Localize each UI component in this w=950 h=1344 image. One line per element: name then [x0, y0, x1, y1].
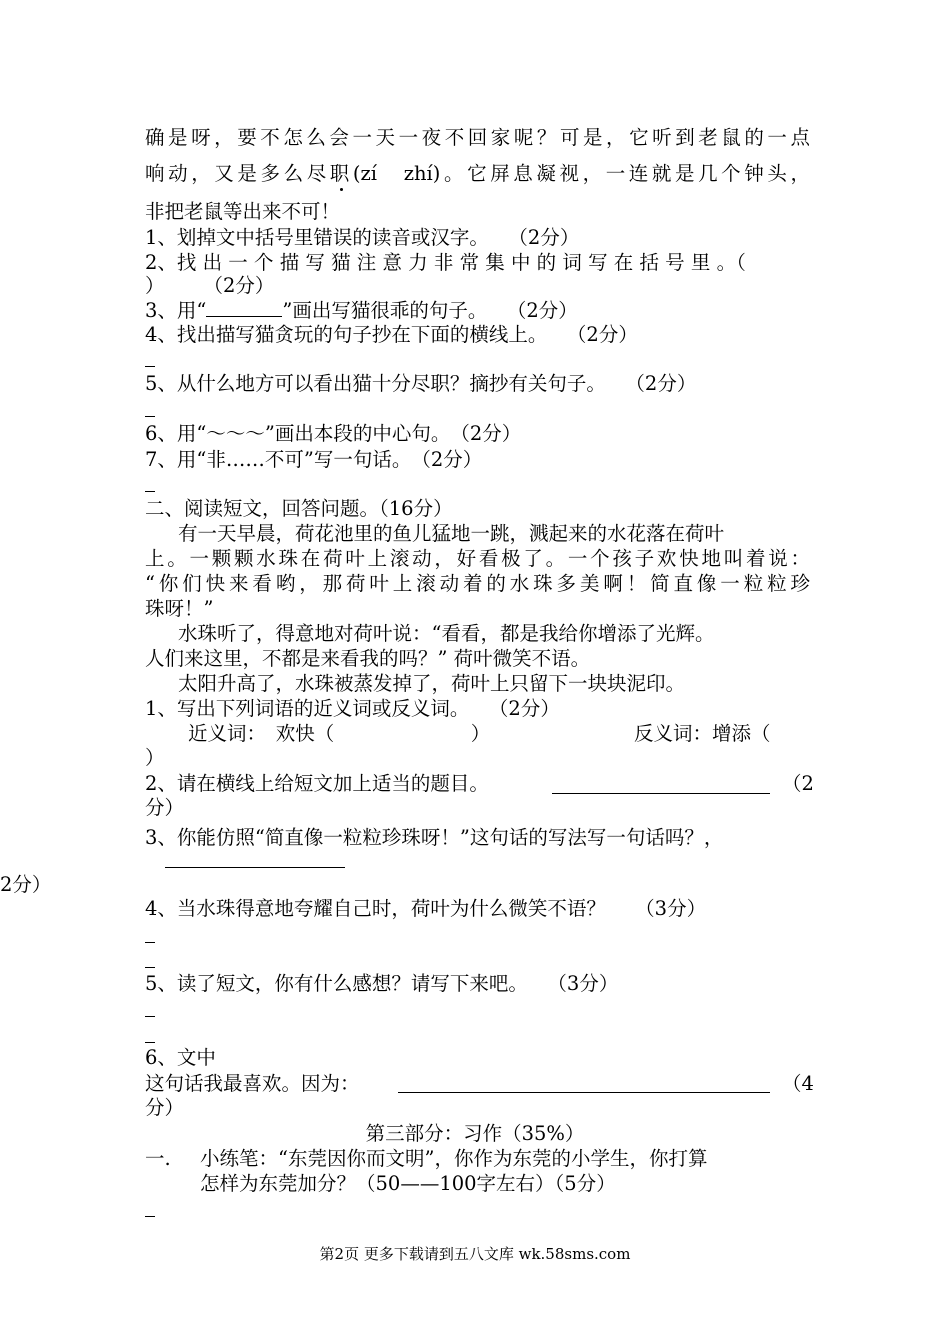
writing-prompt-line-2: 怎样为东莞加分？（50——100字左右）（5分） [200, 1172, 616, 1195]
question-1-4: 4、找出描写猫贪玩的句子抄在下面的横线上。 （2分） [145, 323, 638, 346]
question-1-3-start: 3、用“ [145, 299, 207, 322]
reason-answer-line[interactable] [398, 1092, 770, 1093]
answer-line-7[interactable] [145, 491, 155, 492]
passage-line-2-start: 响动，又是多么尽 [145, 162, 330, 185]
writing-answer-line[interactable] [145, 1216, 155, 1217]
question-2-2-score-cont: 分） [145, 796, 185, 819]
answer-line-2-4b[interactable] [145, 967, 155, 968]
reading-p1-line-3: “你们快来看哟，那荷叶上滚动着的水珠多美啊！简直像一粒粒珍 [145, 572, 810, 595]
passage-line-2-end: (zí zhí)。它屏息凝视，一连就是几个钟头， [352, 162, 810, 185]
question-1-7: 7、用“非……不可”写一句话。 （2分） [145, 448, 483, 471]
writing-prompt-line-1: 小练笔：“东莞因你而文明”，你作为东莞的小学生，你打算 [200, 1147, 708, 1170]
passage-line-2 [145, 162, 810, 186]
synonym-prompt: 近义词： 欢快（ ） [188, 722, 491, 745]
antonym-prompt: 反义词：增添（ [634, 722, 771, 745]
question-1-1: 1、划掉文中括号里错误的读音或汉字。 （2分） [145, 226, 580, 249]
writing-item-label: 一. [145, 1147, 171, 1170]
question-2-6-score: （4 [782, 1072, 814, 1095]
question-1-6: 6、用“～～～”画出本段的中心句。 （2分） [145, 422, 522, 445]
reading-p2-line-1: 水珠听了，得意地对荷叶说：“看看，都是我给你增添了光辉。 [178, 622, 715, 645]
question-2-2-score: （2 [782, 772, 814, 795]
question-2-3: 3、你能仿照“简直像一粒粒珍珠呀！”这句话的写法写一句话吗？， [145, 826, 724, 849]
reading-p1-line-1: 有一天早晨，荷花池里的鱼儿猛地一跳，溅起来的水花落在荷叶 [178, 522, 725, 545]
question-1-3 [145, 298, 578, 323]
answer-line-2-5b[interactable] [145, 1042, 155, 1043]
answer-line-2-4a[interactable] [145, 942, 155, 943]
title-answer-line[interactable] [552, 793, 770, 794]
question-2-3-score: 2分） [0, 873, 52, 896]
reading-p3-line-1: 太阳升高了，水珠被蒸发掉了，荷叶上只留下一块块泥印。 [178, 672, 686, 695]
question-1-2-cont: ） （2分） [145, 274, 275, 297]
section-2-title: 二、阅读短文，回答问题。（16分） [145, 497, 453, 520]
reading-p1-line-2: 上。一颗颗水珠在荷叶上滚动，好看极了。一个孩子欢快地叫着说： [145, 547, 810, 570]
antonym-close-bracket: ） [145, 746, 165, 769]
question-2-2: 2、请在横线上给短文加上适当的题目。 [145, 772, 489, 795]
question-2-1: 1、写出下列词语的近义词或反义词。 （2分） [145, 697, 560, 720]
question-2-4: 4、当水珠得意地夸耀自己时，荷叶为什么微笑不语？ （3分） [145, 897, 707, 920]
page-footer: 第2页 更多下载请到五八文库 wk.58sms.com [319, 1245, 631, 1263]
question-1-3-end: ”画出写猫很乖的句子。 （2分） [282, 299, 578, 322]
passage-line-1: 确是呀，要不怎么会一天一夜不回家呢？可是，它听到老鼠的一点 [145, 126, 810, 149]
question-2-6-line-2: 这句话我最喜欢。因为： [145, 1072, 360, 1095]
question-2-6: 6、文中 [145, 1046, 216, 1069]
answer-line-5[interactable] [145, 416, 155, 417]
emphasis-dot-char: 职 [329, 162, 353, 185]
question-2-5: 5、读了短文，你有什么感想？请写下来吧。 （3分） [145, 972, 619, 995]
passage-line-3: 非把老鼠等出来不可！ [145, 200, 341, 223]
imitation-answer-line[interactable] [165, 867, 345, 868]
reading-p2-line-2: 人们来这里，不都是来看我的吗？” 荷叶微笑不语。 [145, 647, 591, 670]
answer-line-2-5a[interactable] [145, 1016, 155, 1017]
answer-line-4[interactable] [145, 366, 155, 367]
question-2-6-score-cont: 分） [145, 1096, 185, 1119]
underline-sample [206, 298, 282, 317]
reading-p1-line-4: 珠呀！” [145, 597, 214, 620]
section-3-title: 第三部分：习作（35%） [365, 1122, 585, 1145]
question-1-2: 2、找 出 一 个 描 写 猫 注 意 力 非 常 集 中 的 词 写 在 括 号 里 。（ [145, 251, 746, 274]
question-1-5: 5、从什么地方可以看出猫十分尽职？摘抄有关句子。 （2分） [145, 372, 697, 395]
